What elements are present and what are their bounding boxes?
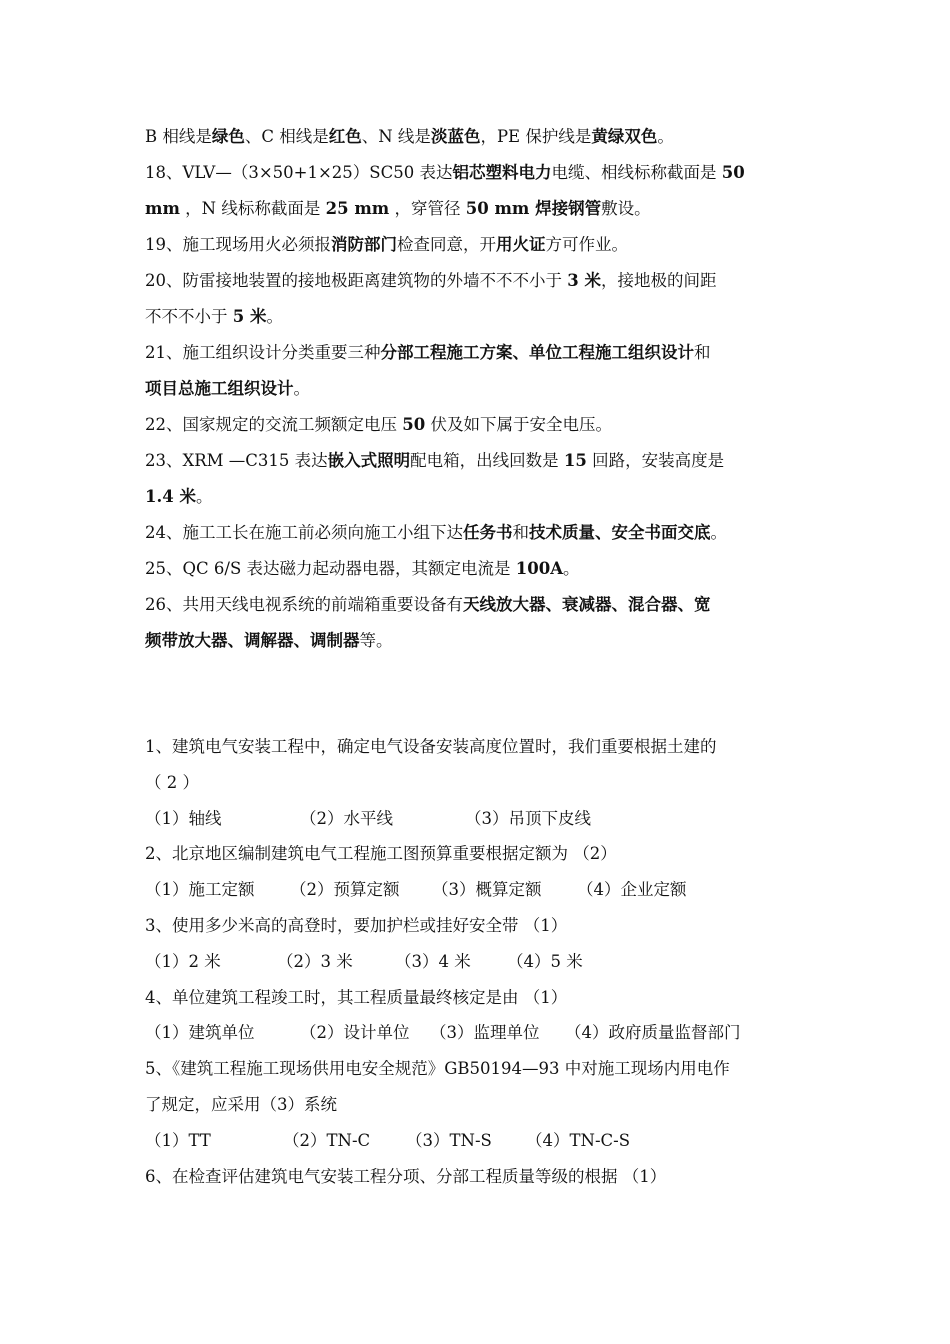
text-run: 。 <box>657 127 674 146</box>
answer-text: 3 米 <box>567 271 601 290</box>
text-run: 配电箱，出线回数是 <box>410 451 564 470</box>
text-run: 。 <box>563 559 580 578</box>
text-run: 。 <box>293 379 310 398</box>
text-run: B 相线是 <box>145 127 212 146</box>
text-line <box>145 119 810 155</box>
text-run: 敷设。 <box>601 199 651 218</box>
text-run: 19、施工现场用火必须报 <box>145 235 331 254</box>
option: （4）企业定额 <box>577 880 687 900</box>
answer-text: 50 <box>721 163 745 182</box>
answer-text: 50 mm 焊接钢管 <box>465 199 602 218</box>
option: （2）TN-C <box>283 1130 371 1150</box>
question-5-options <box>145 1123 810 1159</box>
question-1-text: 1、建筑电气安装工程中，确定电气设备安装高度位置时，我们重要根据土建的 <box>145 737 717 756</box>
text-line <box>145 227 810 263</box>
question-4-text: 4、单位建筑工程竣工时，其工程质量最终核定是由 （1） <box>145 987 568 1007</box>
text-line <box>145 335 810 371</box>
text-run: ，接地极的间距 <box>600 271 717 290</box>
question-1-answer: （ 2 ） <box>145 772 199 792</box>
text-run: 22、国家规定的交流工频额定电压 <box>145 415 403 434</box>
question-3-options <box>145 944 810 980</box>
multiple-choice-section <box>145 729 810 1194</box>
option: （1）轴线 <box>145 808 222 828</box>
text-line <box>145 407 810 443</box>
text-run: 不不不小于 <box>145 307 233 326</box>
option: （1）建筑单位 <box>145 1023 255 1043</box>
question-2-text: 2、北京地区编制建筑电气工程施工图预算重要根据定额为 （2） <box>145 844 617 864</box>
question-5-text-cont: 了规定，应采用（3）系统 <box>145 1094 337 1114</box>
answer-text: 15 <box>563 451 587 470</box>
answer-text: 100A <box>515 559 563 578</box>
option: （3）吊顶下皮线 <box>465 808 591 828</box>
text-line <box>145 623 810 659</box>
text-run: 20、防雷接地装置的接地极距离建筑物的外墙不不不小于 <box>145 271 568 290</box>
option: （3）TN-S <box>406 1130 492 1150</box>
text-run: 和 <box>694 343 711 362</box>
text-run: 、N 线是 <box>361 127 431 146</box>
text-run: 方可作业。 <box>545 235 628 254</box>
text-run: 23、XRM —C315 表达 <box>145 451 328 470</box>
text-run: 24、施工工长在施工前必须向施工小组下达 <box>145 523 463 542</box>
option: （3）概算定额 <box>432 880 542 900</box>
text-line <box>145 263 810 299</box>
text-run: 18、VLV—（3×50+1×25）SC50 表达 <box>145 163 453 182</box>
question-4-options <box>145 1015 810 1051</box>
text-run: ，穿管径 <box>389 199 466 218</box>
text-run: 。 <box>195 487 213 506</box>
answer-text: 消防部门 <box>331 235 397 254</box>
option: （1）TT <box>145 1130 211 1150</box>
text-run: 伏及如下属于安全电压。 <box>425 415 612 434</box>
option: （3）4 米 <box>395 951 471 971</box>
text-run: ，N 线标称截面是 <box>179 199 326 218</box>
answer-text: 用火证 <box>496 235 546 254</box>
text-run: 检查同意，开 <box>397 235 496 254</box>
text-run: ，PE 保护线是 <box>480 127 592 146</box>
answer-text: 技术质量、安全书面交底 <box>529 523 711 542</box>
option: （2）设计单位 <box>300 1023 410 1043</box>
fill-in-answers-section <box>145 119 810 659</box>
answer-text: 绿色 <box>211 127 245 146</box>
answer-text: 项目总施工组织设计 <box>145 379 294 398</box>
question-1-options <box>145 801 810 837</box>
option: （4）5 米 <box>507 951 583 971</box>
text-line <box>145 191 810 227</box>
question-6-text: 6、在检查评估建筑电气安装工程分项、分部工程质量等级的根据 （1） <box>145 1166 667 1186</box>
answer-text: 天线放大器、衰减器、混合器、宽 <box>463 595 711 614</box>
option: （4）TN-C-S <box>526 1130 631 1150</box>
text-line <box>145 551 810 587</box>
option: （3）监理单位 <box>430 1023 540 1043</box>
answer-text: 嵌入式照明 <box>327 451 411 470</box>
answer-text: 铝芯塑料电力 <box>452 163 552 182</box>
text-run: 25、QC 6/S 表达磁力起动器电器，其额定电流是 <box>145 559 516 578</box>
answer-text: mm <box>145 199 180 218</box>
text-line <box>145 587 810 623</box>
text-run: 电缆、相线标称截面是 <box>551 163 722 182</box>
text-line <box>145 479 810 515</box>
answer-text: 分部工程施工方案、单位工程施工组织设计 <box>380 343 694 362</box>
text-line <box>145 299 810 335</box>
text-line <box>145 155 810 191</box>
option: （1）施工定额 <box>145 880 255 900</box>
option: （2）3 米 <box>277 951 353 971</box>
option: （2）预算定额 <box>290 880 400 900</box>
text-run: 等。 <box>359 631 393 650</box>
text-run: 26、共用天线电视系统的前端箱重要设备有 <box>145 595 463 614</box>
text-run: 和 <box>512 523 529 542</box>
answer-text: 任务书 <box>463 523 513 542</box>
answer-text: 黄绿双色 <box>591 127 658 146</box>
text-run: 。 <box>710 523 727 542</box>
answer-text: 25 mm <box>325 199 390 218</box>
text-line <box>145 443 810 479</box>
text-run: 21、施工组织设计分类重要三种 <box>145 343 381 362</box>
answer-text: 5 米 <box>232 307 267 326</box>
answer-text: 频带放大器、调解器、调制器 <box>145 631 360 650</box>
text-line <box>145 515 810 551</box>
answer-text: 50 <box>402 415 426 434</box>
text-run: 、C 相线是 <box>244 127 329 146</box>
answer-text: 1.4 米 <box>145 487 196 506</box>
question-2-options <box>145 872 810 908</box>
option: （4）政府质量监督部门 <box>565 1023 741 1043</box>
option: （2）水平线 <box>300 808 393 828</box>
text-line <box>145 371 810 407</box>
text-run: 。 <box>266 307 283 326</box>
question-3-text: 3、使用多少米高的高登时，要加护栏或挂好安全带 （1） <box>145 915 568 935</box>
option: （1）2 米 <box>145 951 221 971</box>
answer-text: 淡蓝色 <box>430 127 481 146</box>
text-run: 回路，安装高度是 <box>586 451 725 470</box>
question-5-text: 5、《建筑工程施工现场供用电安全规范》GB50194—93 中对施工现场内用电作 <box>145 1059 730 1079</box>
answer-text: 红色 <box>328 127 362 146</box>
